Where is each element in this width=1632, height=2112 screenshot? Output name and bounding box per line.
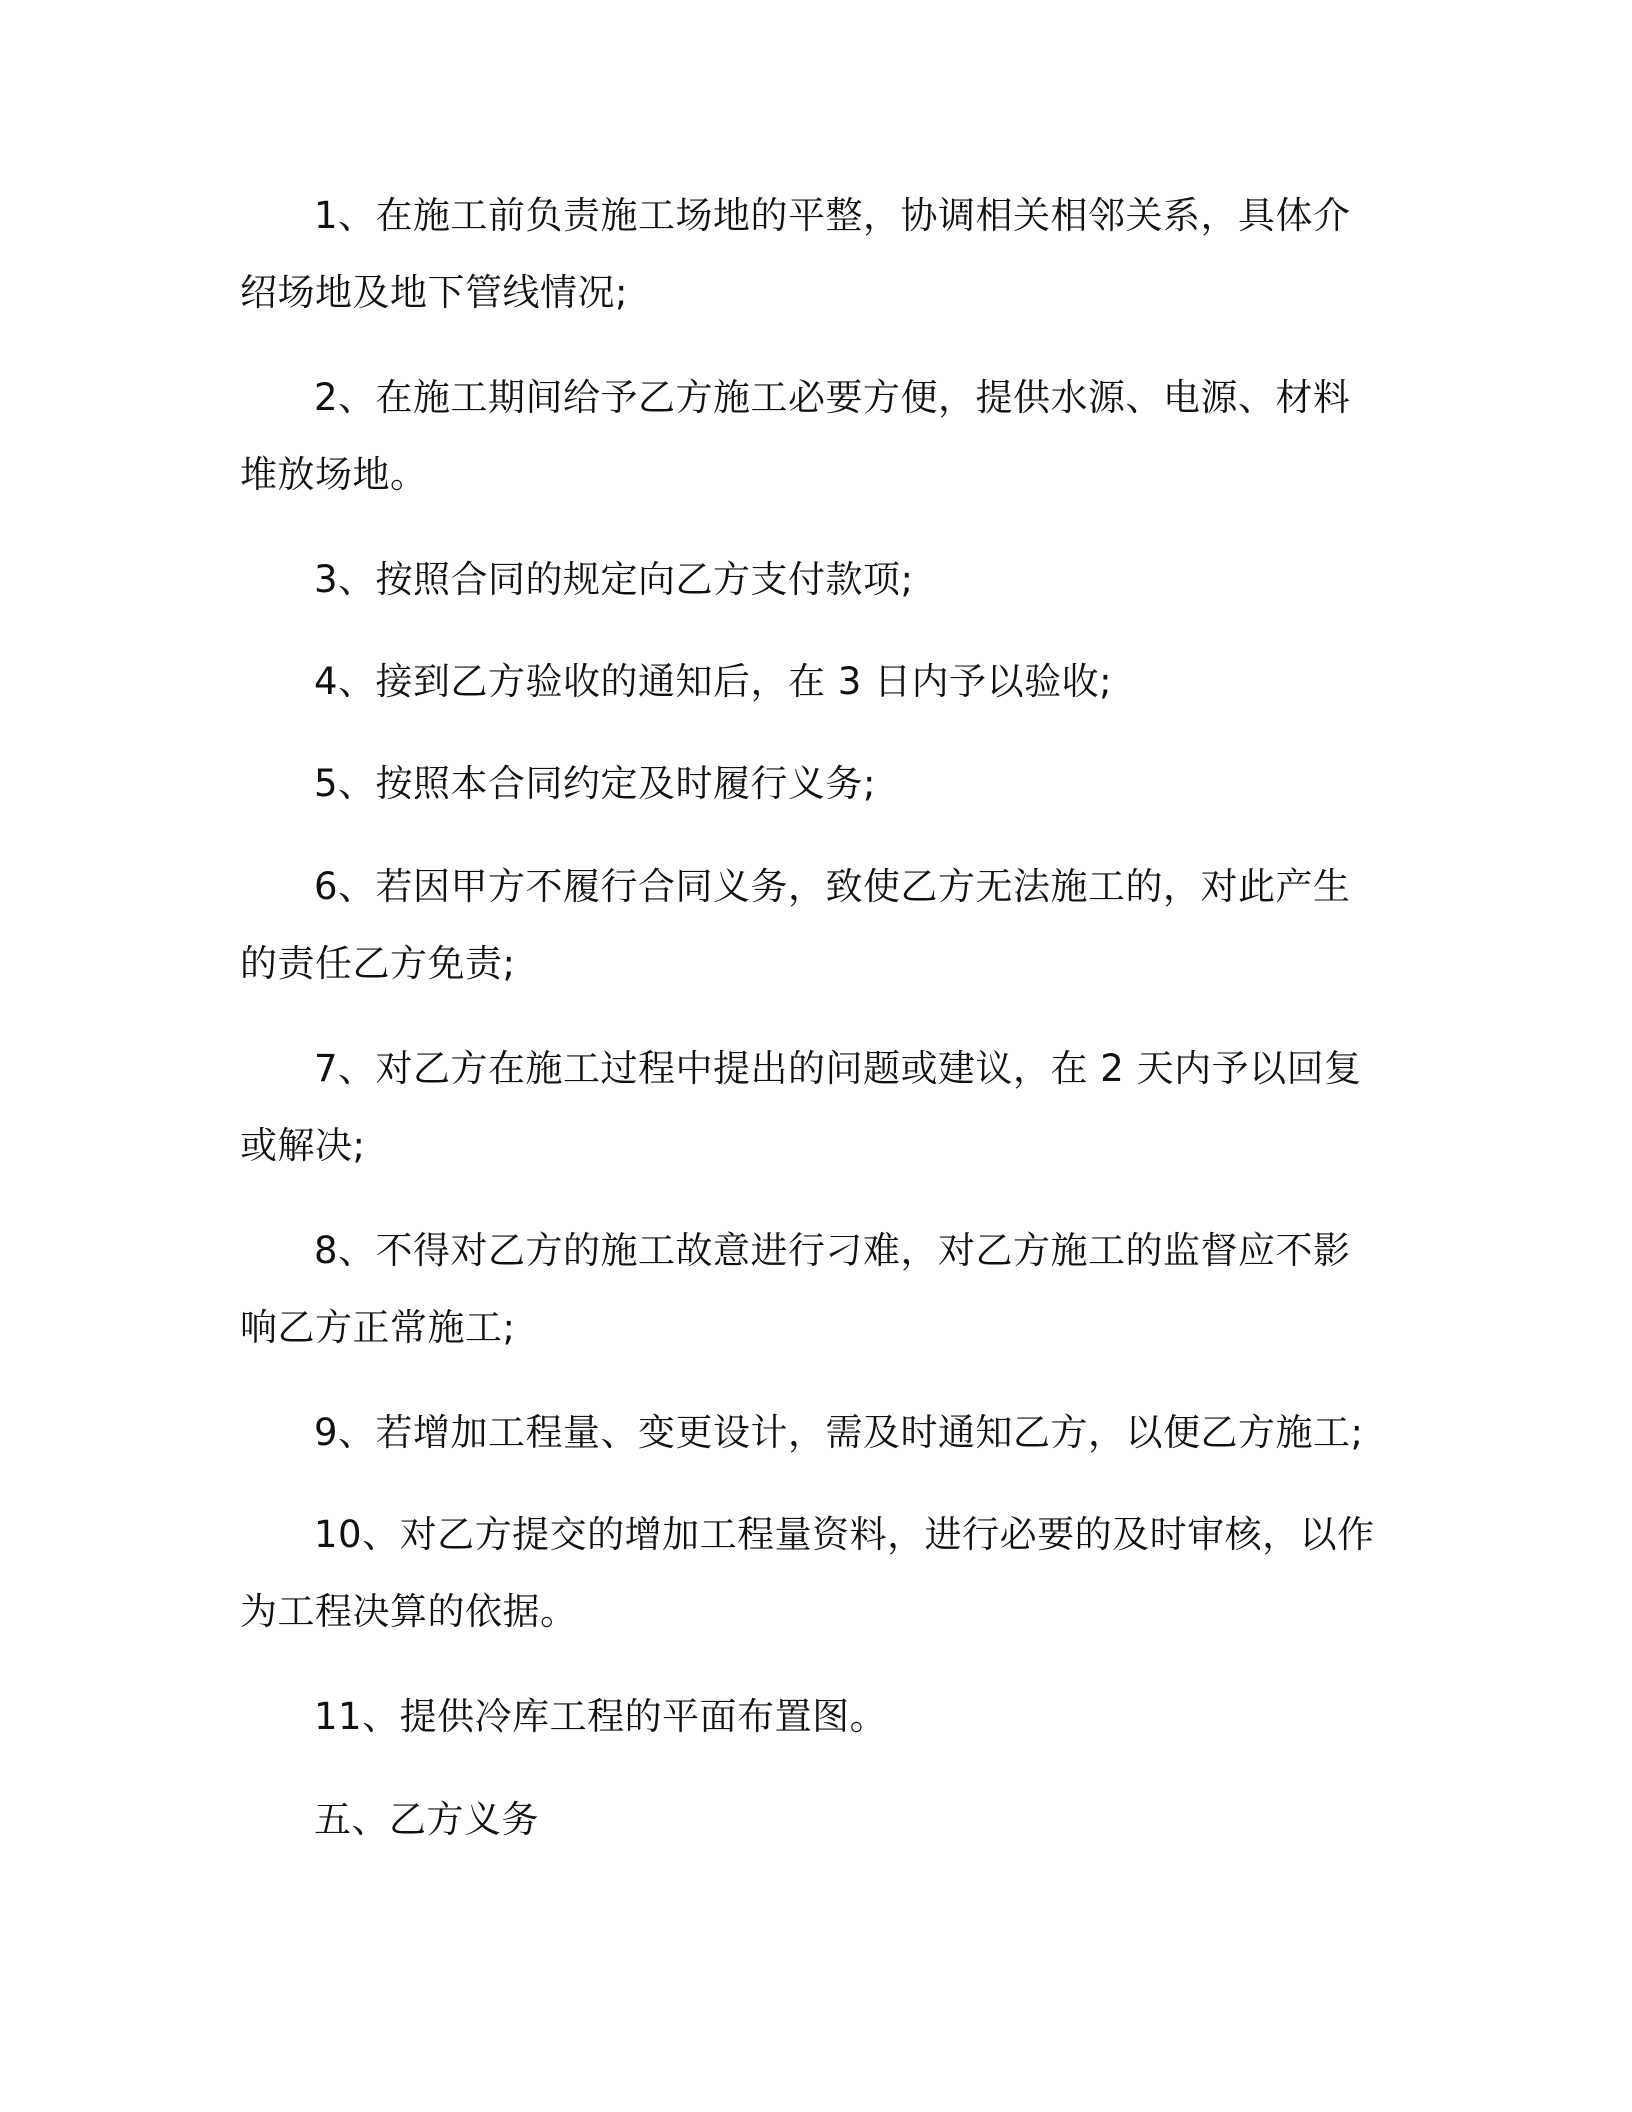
list-item: 8、不得对乙方的施工故意进行刁难，对乙方施工的监督应不影响乙方正常施工;: [240, 1229, 1351, 1349]
list-item: 3、按照合同的规定向乙方支付款项;: [314, 558, 914, 601]
list-item: 11、提供冷库工程的平面布置图。: [314, 1695, 888, 1738]
list-item: 7、对乙方在施工过程中提出的问题或建议，在 2 天内予以回复或解决;: [240, 1047, 1362, 1167]
list-item: 1、在施工前负责施工场地的平整，协调相关相邻关系，具体介绍场地及地下管线情况;: [240, 194, 1351, 314]
list-item: 9、若增加工程量、变更设计，需及时通知乙方，以便乙方施工;: [314, 1411, 1364, 1454]
list-item: 6、若因甲方不履行合同义务，致使乙方无法施工的，对此产生的责任乙方免责;: [240, 865, 1351, 985]
list-item: 4、接到乙方验收的通知后，在 3 日内予以验收;: [314, 660, 1113, 703]
list-item: 5、按照本合同约定及时履行义务;: [314, 762, 877, 805]
list-item: 10、对乙方提交的增加工程量资料，进行必要的及时审核，以作为工程决算的依据。: [240, 1513, 1375, 1633]
section-heading: 五、乙方义务: [314, 1798, 539, 1841]
list-item: 2、在施工期间给予乙方施工必要方便，提供水源、电源、材料堆放场地。: [240, 376, 1351, 496]
